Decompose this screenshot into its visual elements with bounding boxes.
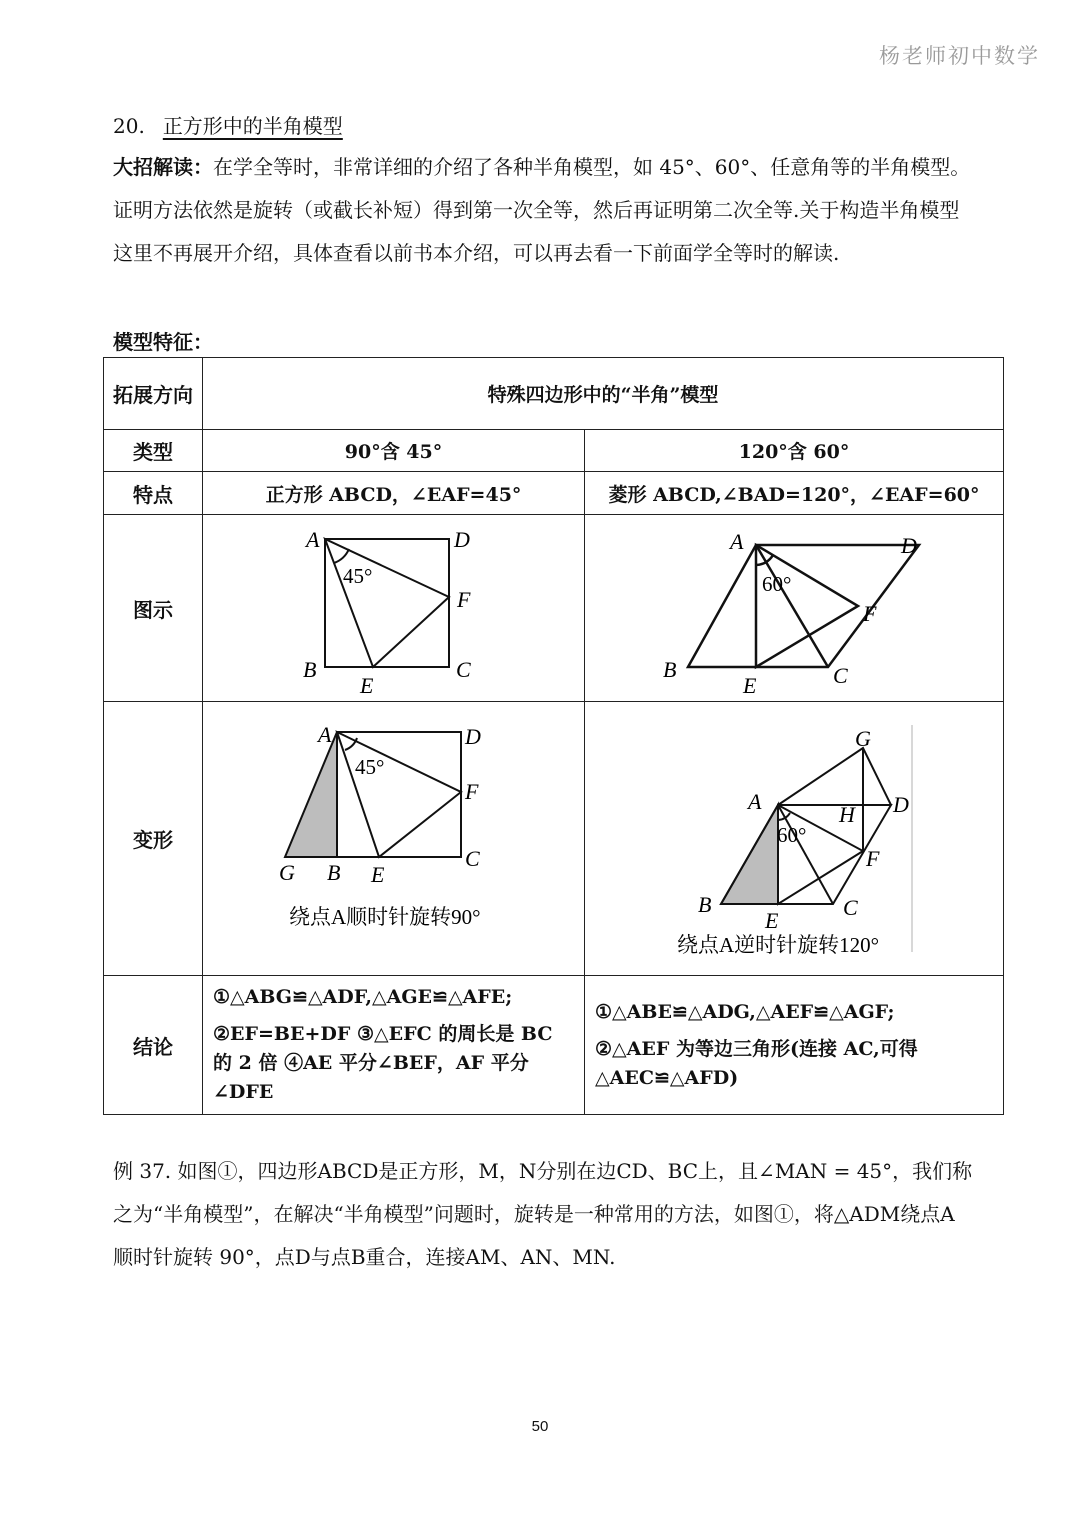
- label-f: F: [866, 846, 880, 871]
- section-title: 正方形中的半角模型: [162, 114, 343, 138]
- label-a: A: [306, 527, 320, 552]
- label-e: E: [765, 908, 779, 933]
- header-watermark: 杨老师初中数学: [879, 44, 1040, 68]
- direction-value: 特殊四边形中的“半角”模型: [203, 358, 1004, 430]
- rhombus-rotation-diagram: [585, 702, 1003, 970]
- label-c: C: [456, 657, 471, 682]
- example-37-paragraph: 例 37. 如图①，四边形ABCD是正方形，M，N分别在边CD、BC上，且∠MAN = 45°，我们称之为“半角模型”，在解决“半角模型”问题时，旋转是一种常用的方法，如图①，将△ADM绕点A顺时针旋转 90°，点D与点B重合，连接AM、AN、MN.: [113, 1159, 973, 1269]
- intro-label: 大招解读：: [113, 155, 213, 179]
- section-number: 20.: [113, 114, 145, 138]
- conclusion-right-line-1: ①△ABE≌△ADG,△AEF≌△AGF;: [595, 1000, 895, 1023]
- label-e: E: [371, 862, 385, 887]
- label-h: H: [839, 802, 855, 827]
- label-b: B: [327, 860, 341, 885]
- angle-label: 45°: [343, 564, 373, 588]
- label-a: A: [730, 529, 744, 554]
- label-d: D: [901, 533, 917, 558]
- label-d: D: [893, 792, 909, 817]
- label-b: B: [698, 892, 712, 917]
- label-b: B: [663, 657, 677, 682]
- rhombus-outline: [688, 545, 919, 667]
- model-table: [103, 357, 1004, 1115]
- conclusion-left-line-1: ①△ABG≌△ADF,△AGE≌△AFE;: [213, 986, 513, 1008]
- label-c: C: [465, 846, 480, 871]
- transform-label: 变形: [104, 702, 203, 976]
- angle-label: 60°: [762, 572, 792, 596]
- table-row: [104, 515, 1004, 702]
- square-half-angle-diagram: [203, 515, 584, 696]
- label-g: G: [855, 726, 871, 751]
- table-row: [104, 358, 1004, 430]
- figure-rhombus-cell: [585, 515, 1004, 702]
- feature-left: 正方形 ABCD，∠EAF=45°: [203, 472, 585, 515]
- angle-label: 60°: [777, 823, 807, 847]
- label-a: A: [318, 722, 332, 747]
- label-d: D: [454, 527, 470, 552]
- rotation-caption: 绕点A顺时针旋转90°: [289, 905, 481, 929]
- conclusion-left-line-2: ②EF=BE+DF ③△EFC 的周长是 BC 的 2 倍 ④AE 平分∠BEF，AF 平分∠DFE: [213, 1023, 553, 1103]
- transform-square-cell: [203, 702, 585, 976]
- label-e: E: [360, 673, 374, 696]
- square-outline: [337, 732, 461, 857]
- label-a: A: [748, 789, 762, 814]
- rotation-caption: 绕点A逆时针旋转120°: [677, 933, 880, 957]
- model-features-label: 模型特征：: [113, 330, 213, 354]
- type-right: 120°含 60°: [585, 430, 1004, 472]
- label-f: F: [863, 601, 877, 626]
- label-d: D: [465, 724, 481, 749]
- conclusion-left: [203, 976, 585, 1115]
- table-row: [104, 702, 1004, 976]
- direction-label: 拓展方向: [104, 358, 203, 430]
- angle-label: 45°: [355, 755, 385, 779]
- type-label: 类型: [104, 430, 203, 472]
- shaded-triangle-agb: [285, 732, 337, 857]
- rhombus-half-angle-diagram: [585, 515, 1003, 696]
- label-f: F: [465, 779, 479, 804]
- figure-label: 图示: [104, 515, 203, 702]
- feature-right: 菱形 ABCD,∠BAD=120°，∠EAF=60°: [585, 472, 1004, 515]
- label-c: C: [833, 663, 848, 688]
- feature-label: 特点: [104, 472, 203, 515]
- conclusion-label: 结论: [104, 976, 203, 1115]
- page-number: 50: [531, 1418, 549, 1435]
- type-left: 90°含 45°: [203, 430, 585, 472]
- label-b: B: [303, 657, 317, 682]
- intro-paragraph: [113, 146, 973, 275]
- label-g: G: [279, 860, 295, 885]
- intro-text: 在学全等时，非常详细的介绍了各种半角模型，如 45°、60°、任意角等的半角模型。证明方法依然是旋转（或截长补短）得到第一次全等，然后再证明第二次全等.关于构造半角模型这里不再展开介绍，具体查看以前书本介绍，可以再去看一下前面学全等时的解读.: [113, 155, 971, 265]
- square-rotation-diagram: [203, 702, 584, 970]
- label-f: F: [457, 587, 471, 612]
- label-e: E: [743, 673, 757, 696]
- table-row: [104, 430, 1004, 472]
- transform-rhombus-cell: [585, 702, 1004, 976]
- conclusion-right: [585, 976, 1004, 1115]
- figure-square-cell: [203, 515, 585, 702]
- label-c: C: [843, 895, 858, 920]
- triangle-aef: [337, 732, 461, 857]
- section-heading: [113, 110, 343, 139]
- table-row: [104, 976, 1004, 1115]
- table-row: [104, 472, 1004, 515]
- conclusion-right-line-2: ②△AEF 为等边三角形(连接 AC,可得△AEC≌△AFD): [595, 1037, 918, 1089]
- triangle-agd: [778, 748, 891, 805]
- angle-arc: [334, 549, 349, 563]
